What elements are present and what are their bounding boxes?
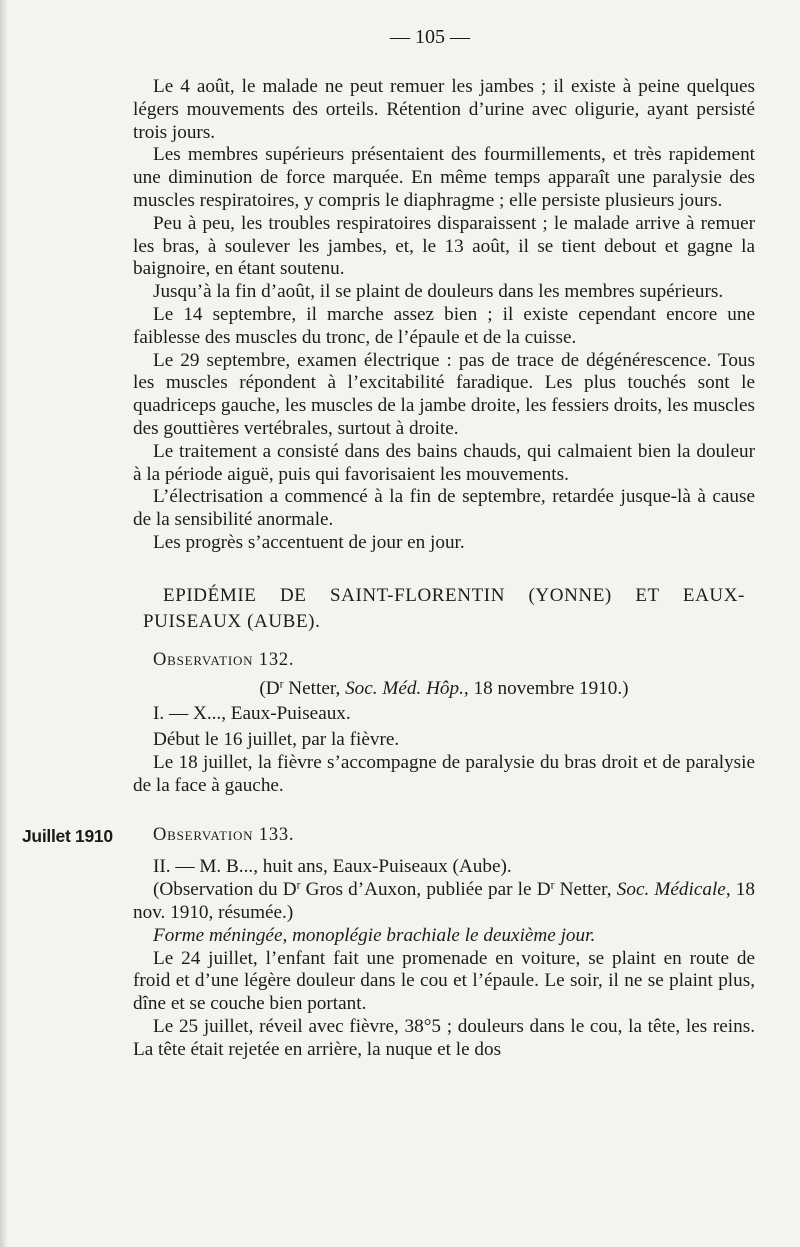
ref-name: Netter, bbox=[283, 677, 346, 699]
observation-heading: Observation 132. bbox=[153, 649, 295, 670]
ref-part: (Observation du D bbox=[153, 879, 297, 901]
paragraph: Le 14 septembre, il marche assez bien ; il existe cependant encore une faiblesse des muscles du tronc, de l’épaule et de la cuisse. bbox=[133, 303, 755, 348]
ref-suffix: , 18 novembre 1910.) bbox=[463, 677, 629, 699]
ref-part: Gros d’Auxon, publiée par le D bbox=[300, 879, 551, 901]
page-gutter-shadow bbox=[0, 0, 8, 1247]
ref-journal: Soc. Médicale bbox=[616, 879, 726, 901]
case-line: II. — M. B..., huit ans, Eaux-Puiseaux (Aube). bbox=[153, 856, 512, 878]
page-number: — 105 — bbox=[390, 26, 470, 48]
ref-sup: r bbox=[296, 879, 301, 892]
paragraph: Début le 16 juillet, par la fièvre. bbox=[153, 729, 400, 751]
paragraph: Le 24 juillet, l’enfant fait une promenade en voiture, se plaint en route de froid et d’une légère douleur dans le cou et l’épaule. Le soir, il ne se plaint plus, dîne et se couche bien portant. bbox=[133, 947, 755, 1015]
paragraph: Les membres supérieurs présentaient des fourmillements, et très rapidement une diminution de force marquée. En même temps apparaît une paralysie des muscles respiratoires, y compris le diaphragme ; elle persiste plusieurs jours. bbox=[133, 144, 755, 211]
observation-reference bbox=[133, 678, 755, 701]
ref-sup: r bbox=[550, 879, 555, 892]
case-line: I. — X..., Eaux-Puiseaux. bbox=[153, 703, 351, 725]
paragraph: Jusqu’à la fin d’août, il se plaint de douleurs dans les membres supérieurs. bbox=[153, 281, 724, 303]
ref-prefix: (D bbox=[259, 677, 280, 699]
observation-heading: Observation 133. bbox=[153, 824, 295, 845]
paragraph: Les progrès s’accentuent de jour en jour. bbox=[153, 531, 465, 553]
form-line bbox=[133, 925, 755, 948]
ref-sup: r bbox=[279, 678, 284, 691]
ref-part: Netter, bbox=[554, 879, 612, 901]
section-title: EPIDÉMIE DE SAINT-FLORENTIN (YONNE) ET EAUX-PUISEAUX (AUBE). bbox=[143, 584, 745, 632]
paragraph: L’électrisation a commencé à la fin de septembre, retardée jusque-là à cause de la sensibilité anormale. bbox=[133, 486, 755, 531]
paragraph: Le 18 juillet, la fièvre s’accompagne de paralysie du bras droit et de paralysie de la face à gauche. bbox=[133, 751, 755, 796]
form-line-text: Forme méningée, monoplégie brachiale le deuxième jour. bbox=[153, 924, 596, 946]
observation-reference bbox=[133, 879, 755, 925]
paragraph: Le 4 août, le malade ne peut remuer les jambes ; il existe à peine quelques légers mouvements des orteils. Rétention d’urine avec oligurie, ayant persisté trois jours. bbox=[133, 76, 755, 143]
ref-journal: Soc. Méd. Hôp. bbox=[345, 677, 464, 699]
ref-part: , 18 nov. 1910, résumée.) bbox=[133, 879, 755, 923]
main-text bbox=[133, 76, 755, 1061]
paragraph: Le 25 juillet, réveil avec fièvre, 38°5 ; douleurs dans le cou, la tête, les reins. La tête était rejetée en arrière, la nuque et le dos bbox=[133, 1015, 755, 1060]
paragraph: Le traitement a consisté dans des bains chauds, qui calmaient bien la douleur à la période aiguë, puis qui favorisaient les mouvements. bbox=[133, 440, 755, 485]
paragraph: Peu à peu, les troubles respiratoires disparaissent ; le malade arrive à remuer les bras, à soulever les jambes, et, le 13 août, il se tient debout et gagne la baignoire, en étant soutenu. bbox=[133, 212, 755, 280]
margin-note-date: Juillet 1910 bbox=[22, 826, 113, 846]
paragraph: Le 29 septembre, examen électrique : pas de trace de dégénérescence. Tous les muscles répondent à l’excitabilité faradique. Les plus touchés sont le quadriceps gauche, les muscles de la jambe droite, les fessiers droits, les muscles des gouttières vertébrales, surtout à droite. bbox=[133, 349, 755, 439]
